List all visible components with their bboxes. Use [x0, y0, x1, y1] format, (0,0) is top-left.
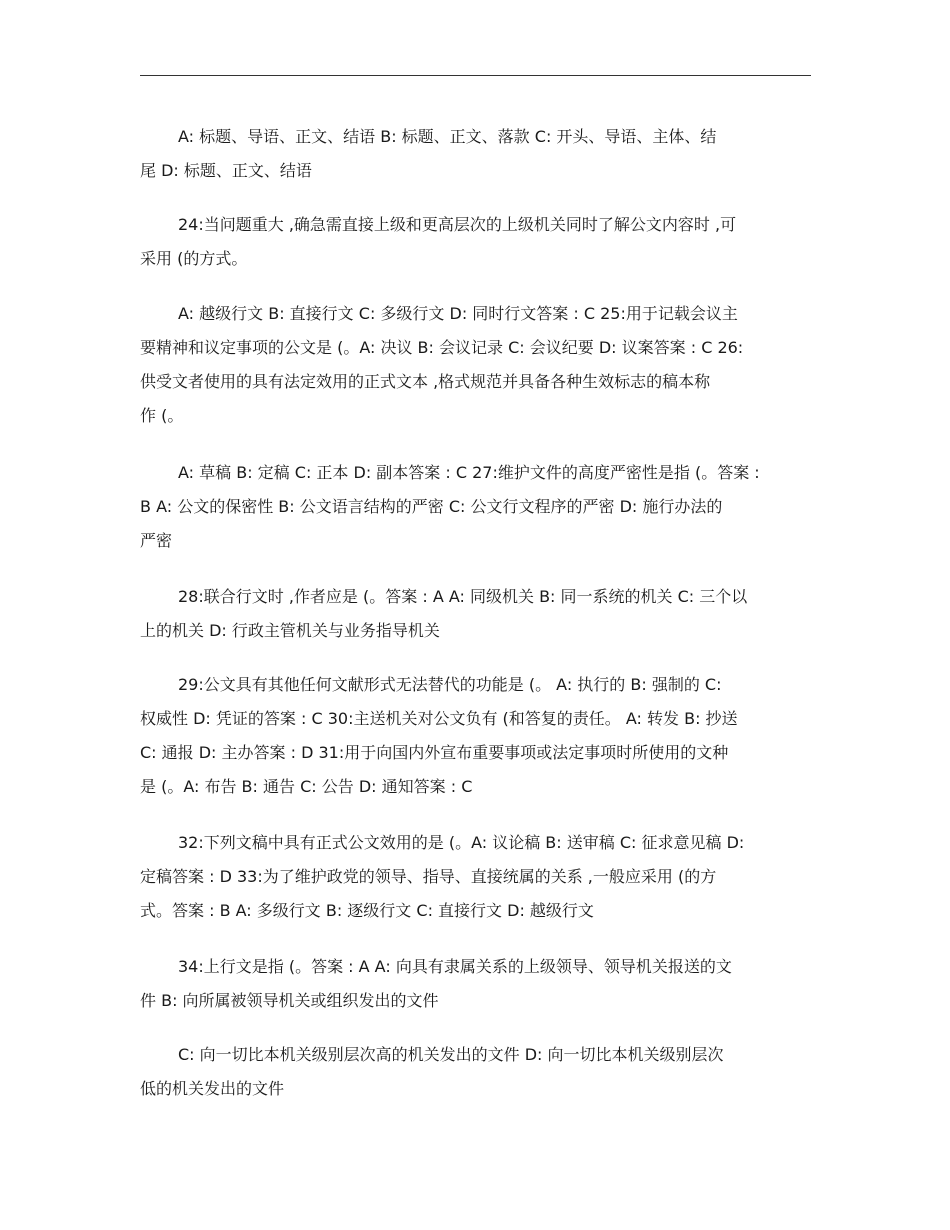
text-line: 上的机关 D: 行政主管机关与业务指导机关	[140, 621, 440, 640]
paragraph-options-23	[140, 120, 820, 188]
paragraph-question-34	[140, 950, 820, 1018]
text-line: A: 越级行文 B: 直接行文 C: 多级行文 D: 同时行文答案 : C 25:用于记载会议主	[178, 304, 738, 323]
text-line: 供受文者使用的具有法定效用的正式文本 ,格式规范并具备各种生效标志的稿本称	[140, 372, 711, 391]
paragraph-questions-32-33	[140, 826, 820, 928]
text-line: 定稿答案 : D 33:为了维护政党的领导、指导、直接统属的关系 ,一般应采用 (的方	[140, 867, 717, 886]
text-line: 低的机关发出的文件	[140, 1079, 285, 1098]
text-line: C: 向一切比本机关级别层次高的机关发出的文件 D: 向一切比本机关级别层次	[178, 1045, 724, 1064]
text-line: 29:公文具有其他任何文献形式无法替代的功能是 (。 A: 执行的 B: 强制的 C:	[178, 675, 722, 694]
text-line: 严密	[140, 531, 173, 550]
paragraph-options-34-cd	[140, 1038, 820, 1106]
text-line: C: 通报 D: 主办答案 : D 31:用于向国内外宣布重要事项或法定事项时所使用的文种	[140, 743, 729, 762]
paragraph-question-24	[140, 208, 820, 276]
text-line: 24:当问题重大 ,确急需直接上级和更高层次的上级机关同时了解公文内容时 ,可	[178, 215, 737, 234]
text-line: 28:联合行文时 ,作者应是 (。答案 : A A: 同级机关 B: 同一系统的机关 C: 三个以	[178, 587, 748, 606]
paragraph-questions-29-31	[140, 668, 820, 804]
text-line: 32:下列文稿中具有正式公文效用的是 (。A: 议论稿 B: 送审稿 C: 征求意见稿 D:	[178, 833, 745, 852]
text-line: 要精神和议定事项的公文是 (。A: 决议 B: 会议记录 C: 会议纪要 D: 议案答案 : C 26:	[140, 338, 744, 357]
text-line: B A: 公文的保密性 B: 公文语言结构的严密 C: 公文行文程序的严密 D: 施行办法的	[140, 497, 723, 516]
header-rule	[140, 75, 811, 76]
text-line: 采用 (的方式。	[140, 249, 248, 268]
text-line: 34:上行文是指 (。答案 : A A: 向具有隶属关系的上级领导、领导机关报送的文	[178, 957, 732, 976]
text-line: 是 (。A: 布告 B: 通告 C: 公告 D: 通知答案 : C	[140, 777, 473, 796]
paragraph-questions-25-26	[140, 297, 820, 433]
text-line: 作 (。	[140, 406, 184, 425]
text-line: A: 标题、导语、正文、结语 B: 标题、正文、落款 C: 开头、导语、主体、结	[178, 127, 717, 146]
text-line: 件 B: 向所属被领导机关或组织发出的文件	[140, 991, 439, 1010]
text-line: 尾 D: 标题、正文、结语	[140, 161, 312, 180]
paragraph-question-28	[140, 580, 820, 648]
paragraph-question-27	[140, 456, 820, 558]
text-line: 权威性 D: 凭证的答案 : C 30:主送机关对公文负有 (和答复的责任。 A: 转发 B: 抄送	[140, 709, 738, 728]
text-line: 式。答案 : B A: 多级行文 B: 逐级行文 C: 直接行文 D: 越级行文	[140, 901, 594, 920]
text-line: A: 草稿 B: 定稿 C: 正本 D: 副本答案 : C 27:维护文件的高度严密性是指 (。答案 :	[178, 463, 760, 482]
